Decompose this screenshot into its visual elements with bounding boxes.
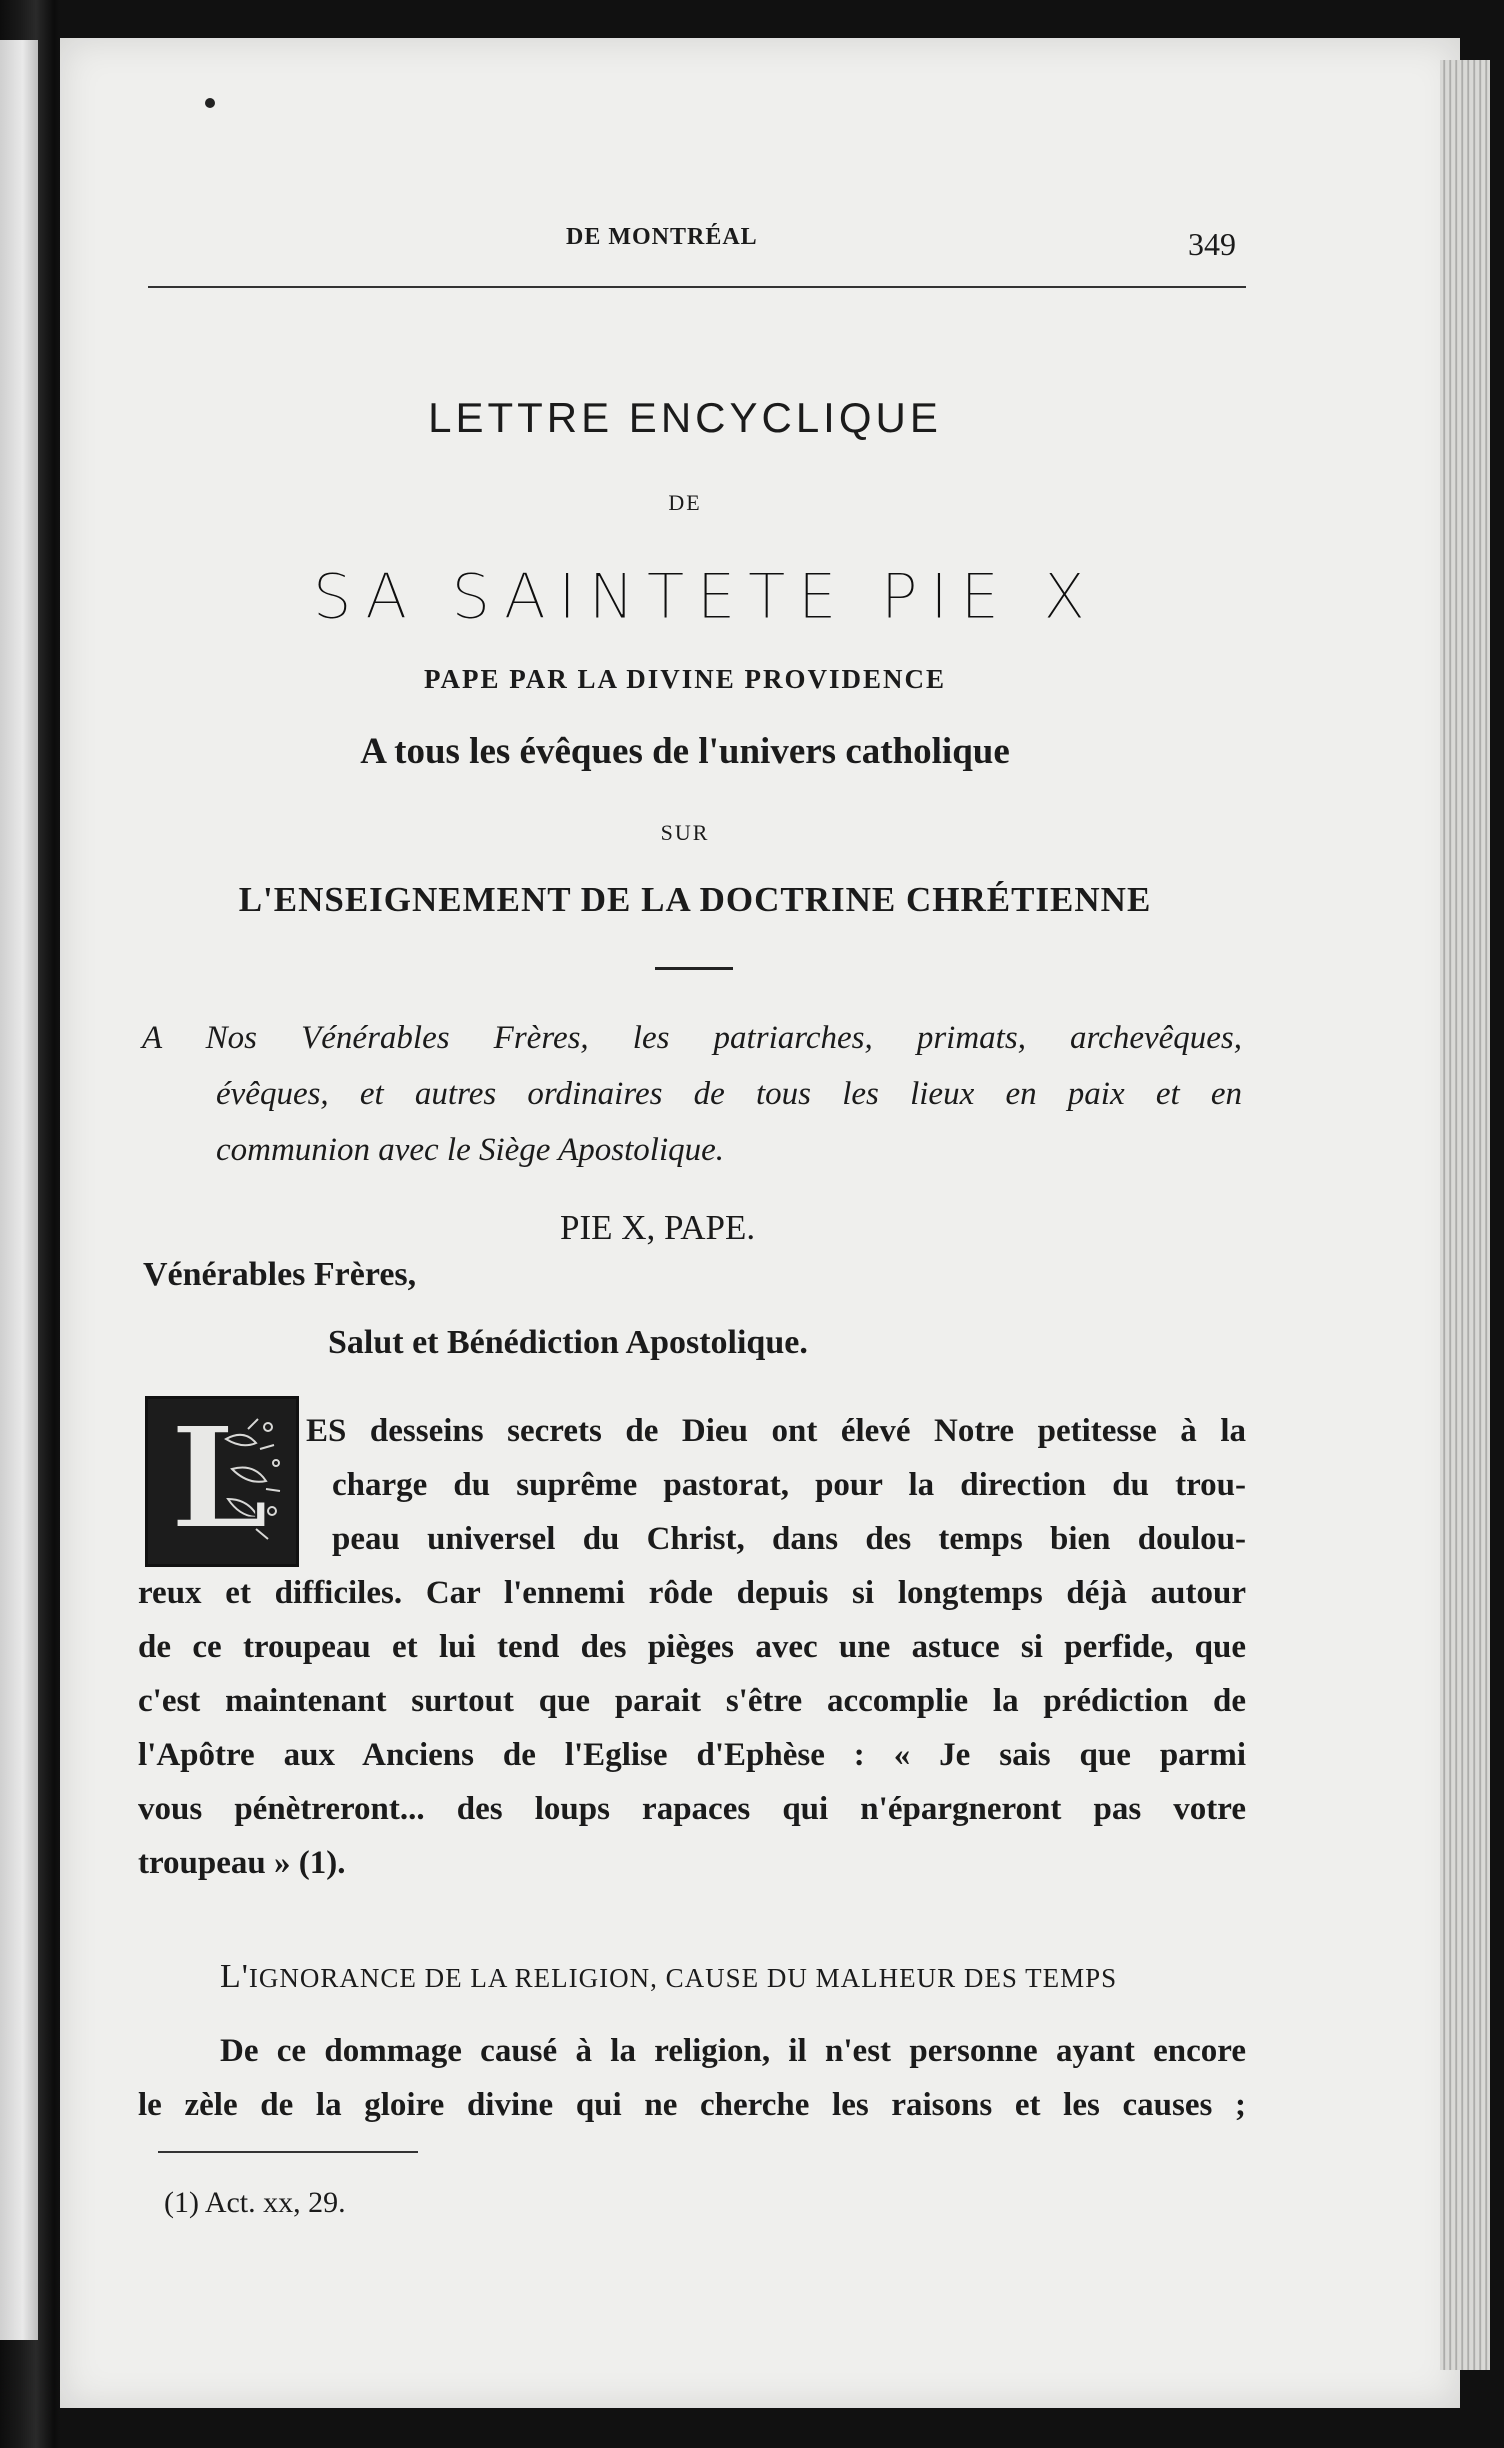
section-heading xyxy=(220,1958,1117,1996)
address-line: communion avec le Siège Apostolique. xyxy=(216,1132,725,1168)
paragraph-line: De ce dommage causé à la religion, il n'est personne ayant encore xyxy=(220,2033,1246,2069)
heading-de: DE xyxy=(668,490,702,515)
ornamental-drop-cap xyxy=(145,1396,299,1567)
page-number: 349 xyxy=(1188,226,1236,262)
heading-a-tous: A tous les évêques de l'univers catholique xyxy=(360,731,1010,772)
section-heading-text: IGNORANCE DE LA RELIGION, CAUSE DU MALHEUR DES TEMPS xyxy=(248,1963,1118,1993)
footnote: (1) Act. xx, 29. xyxy=(164,2186,346,2219)
right-page-edges xyxy=(1440,60,1490,2370)
address-paragraph xyxy=(142,1010,1242,1178)
paragraph-line: reux et difficiles. Car l'ennemi rôde depuis si longtemps déjà autour xyxy=(138,1575,1246,1611)
paragraph-line: de ce troupeau et lui tend des pièges avec une astuce si perfide, que xyxy=(138,1629,1246,1665)
paragraph-line: peau universel du Christ, dans des temps bien doulou- xyxy=(332,1521,1246,1557)
address-line: évêques, et autres ordinaires de tous les lieux en paix et en xyxy=(216,1076,1242,1112)
salutation-line: Salut et Bénédiction Apostolique. xyxy=(328,1324,808,1361)
paragraph-line: le zèle de la gloire divine qui ne cherche les raisons et les causes ; xyxy=(138,2087,1246,2123)
heading-sa-saintete: SA SAINTETE PIE X xyxy=(312,560,1098,633)
signature: PIE X, PAPE. xyxy=(560,1208,756,1247)
header-rule xyxy=(148,286,1246,288)
paragraph-line: troupeau » (1). xyxy=(138,1845,346,1881)
paragraph-line: vous pénètreront... des loups rapaces qui n'épargneront pas votre xyxy=(138,1791,1246,1827)
footnote-rule xyxy=(158,2151,418,2153)
paragraph-line: ES desseins secrets de Dieu ont élevé Notre petitesse à la xyxy=(306,1413,1246,1449)
salutation-line: Vénérables Frères, xyxy=(143,1256,417,1293)
paragraph-line: charge du suprême pastorat, pour la direction du trou- xyxy=(332,1467,1246,1503)
heading-sur: SUR xyxy=(660,820,710,845)
short-divider-rule xyxy=(655,967,733,970)
heading-pape: PAPE PAR LA DIVINE PROVIDENCE xyxy=(423,664,947,694)
section-heading-initial: L' xyxy=(220,1958,249,1995)
paragraph-line: l'Apôtre aux Anciens de l'Eglise d'Ephèse : « Je sais que parmi xyxy=(138,1737,1246,1773)
drop-cap-letter: L xyxy=(170,1397,269,1561)
heading-enseignement: L'ENSEIGNEMENT DE LA DOCTRINE CHRÉTIENNE xyxy=(238,880,1152,919)
ink-spot xyxy=(205,98,215,108)
running-head: DE MONTRÉAL xyxy=(566,224,758,250)
heading-lettre-encyclique: LETTRE ENCYCLIQUE xyxy=(428,394,942,441)
left-page-edge xyxy=(0,40,38,2340)
paragraph-line: c'est maintenant surtout que parait s'être accomplie la prédiction de xyxy=(138,1683,1246,1719)
address-line: A Nos Vénérables Frères, les patriarches, primats, archevêques, xyxy=(142,1020,1242,1056)
